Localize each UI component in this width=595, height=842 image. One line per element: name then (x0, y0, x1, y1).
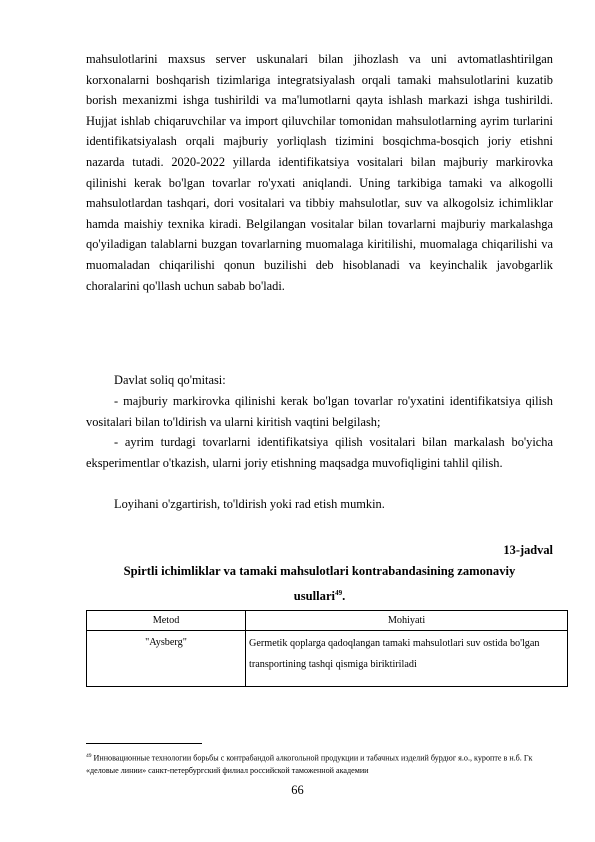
footnote-divider (86, 743, 202, 744)
body-paragraph-1: mahsulotlarini maxsus server uskunalari bilan jihozlash va uni avtomatlashtirilgan korxonalarni boshqarish tizimlariga integratsiyalash orqali tamaki mahsulotlarini kuzatib borish mexanizmi ishga tushirildi va ma'lumotlarni qayta ishlash markazi ishga tushirildi. Hujjat ishlab chiqaruvchilar va import qiluvchilar tomonidan mahsulotlarning ayrim turlarini identifikatsiyalash orqali majburiy yorliqlash tizimini bosqichma-bosqich joriy etishni nazarda tutadi. 2020-2022 yillarda identifikatsiya vositalari bilan majburiy markirovka qilinishi kerak bo'lgan tovarlar ro'yxati aniqlandi. Uning tarkibiga tamaki va alkogolli mahsulotlardan tashqari, dori vositalari va tibbiy mahsulotlar, suv va alkogolsiz ichimliklar hamda maishiy texnika kiradi. Belgilangan vositalar bilan tovarlarni majburiy markalashga qo'yiladigan talablarni buzgan tovarlarning muomalaga kiritilishi, muomalaga chiqarilishi va muomaladan chiqarilishi qonun buzilishi deb hisoblanadi va keyinchalik javobgarlik choralarini qo'llash uchun sabab bo'ladi. (86, 52, 553, 293)
body-paragraph-4: - ayrim turdagi tovarlarni identifikatsiya qilish vositalari bilan markalash bo'yicha eksperimentlar o'tkazish, ularni joriy etishning maqsadga muvofiqligini tahlil qilish. (86, 435, 553, 470)
footnote-text: Инновационные технологии борьбы с контрабандой алкогольной продукции и табачных изделий бурдюг я.о., куропте в н.б. Гк «деловые линии» санкт-петербургский филиал российской таможенной академии (86, 753, 533, 775)
table-cell-essence: Germetik qoplarga qadoqlangan tamaki mahsulotlari suv ostida bo'lgan transportining tashqi qismiga biriktiriladi (246, 631, 568, 687)
page-number: 66 (291, 783, 304, 797)
table-title-line-2: usullari$^{49}$. (293, 589, 346, 604)
table-header-method: Metod (87, 611, 246, 631)
body-paragraph-2: Davlat soliq qo'mitasi: (114, 373, 226, 387)
footnote (86, 750, 556, 777)
table-title-footnote-ref: 49 (335, 589, 343, 597)
table-label: 13-jadval (503, 543, 553, 557)
methods-table (86, 610, 568, 687)
body-paragraph-3: - majburiy markirovka qilinishi kerak bo'lgan tovarlar ro'yxatini identifikatsiya qilish vositalari bilan to'ldirish va ularni kiritish vaqtini belgilash; (86, 394, 553, 429)
table-cell-method: "Aysberg" (87, 631, 246, 687)
body-paragraph-5: Loyihani o'zgartirish, to'ldirish yoki rad etish mumkin. (114, 497, 385, 511)
table-header-essence: Mohiyati (246, 611, 568, 631)
footnote-ref: 49 (86, 753, 92, 759)
table-header-row (87, 611, 568, 631)
table-title-line-1: Spirtli ichimliklar va tamaki mahsulotlari kontrabandasining zamonaviy (123, 564, 516, 578)
table-title-text: usullari (293, 589, 336, 604)
table-row (87, 631, 568, 687)
